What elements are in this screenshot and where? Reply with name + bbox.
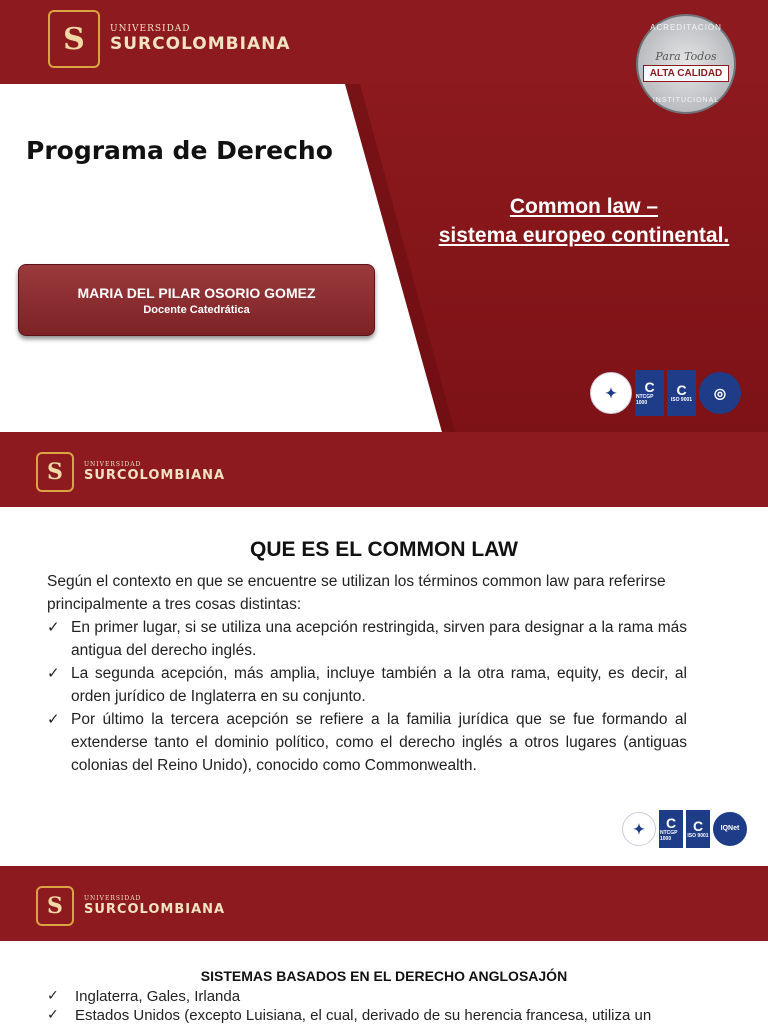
common-law-slide (0, 432, 768, 866)
slide-heading: QUE ES EL COMMON LAW (250, 538, 518, 561)
shield-icon: S (48, 10, 100, 68)
colombia-seal-icon: ✦ (590, 372, 632, 414)
icontec-ntcgp-icon: C NTCGP 1000 (659, 810, 683, 848)
subtitle-line-2: sistema europeo continental. (438, 224, 730, 247)
icontec-iso-icon: C ISO 9001 (686, 810, 710, 848)
list-item: ✓ Por último la tercera acepción se refiere a la familia jurídica que se fue formando al extenderse tanto el dominio político, como el derecho inglés a otros lugares (antiguas colonias del Reino Unido), conocido como Commonwealth. (47, 710, 687, 774)
logo-big-text: SURCOLOMBIANA (110, 34, 291, 54)
slide-banner (0, 432, 768, 507)
check-icon: ✓ (47, 710, 60, 728)
shield-icon: S (36, 886, 74, 926)
check-icon: ✓ (47, 664, 60, 682)
list-item: ✓ En primer lugar, si se utiliza una acepción restringida, sirven para designar a la rama más antigua del derecho inglés. (47, 618, 687, 659)
logo-small-text: UNIVERSIDAD (110, 24, 191, 34)
check-icon: ✓ (47, 1007, 59, 1023)
check-icon: ✓ (47, 618, 60, 636)
accreditation-seal-icon: ACREDITACIÓN Para Todos ALTA CALIDAD INSTITUCIONAL (636, 14, 736, 114)
iqnet-icon: ◎ (699, 372, 741, 414)
subtitle-line-1: Common law – (509, 195, 659, 218)
certification-logos (622, 810, 747, 848)
author-role: Docente Catedrática (143, 303, 250, 316)
colombia-seal-icon: ✦ (622, 812, 656, 846)
slide-banner (0, 866, 768, 941)
slide-subtitle (404, 192, 764, 250)
definition-list (47, 616, 687, 777)
program-title: Programa de Derecho (26, 136, 333, 165)
iqnet-icon: IQNet (713, 812, 747, 846)
university-logo (48, 10, 291, 68)
certification-logos (590, 370, 741, 416)
slide-heading: SISTEMAS BASADOS EN EL DERECHO ANGLOSAJÓN (200, 968, 568, 984)
university-logo: S UNIVERSIDAD SURCOLOMBIANA (36, 886, 225, 926)
author-box (18, 264, 375, 336)
list-item: ✓ Inglaterra, Gales, Irlanda (47, 988, 241, 1005)
systems-list (47, 987, 747, 1024)
icontec-ntcgp-icon: C NTCGP 1000 (635, 370, 664, 416)
check-icon: ✓ (47, 988, 59, 1004)
author-name: MARIA DEL PILAR OSORIO GOMEZ (77, 284, 316, 301)
list-item: ✓ Estados Unidos (excepto Luisiana, el cual, derivado de su herencia francesa, utiliza un (47, 1007, 652, 1024)
list-item: ✓ La segunda acepción, más amplia, incluye también a la otra rama, equity, es decir, al orden jurídico de Inglaterra en su conjunto. (47, 664, 687, 705)
shield-icon: S (36, 452, 74, 492)
anglosaxon-systems-slide (0, 866, 768, 1024)
intro-paragraph: Según el contexto en que se encuentre se utilizan los términos common law para referirse principalmente a tres cosas distintas: (47, 573, 666, 613)
icontec-iso-icon: C ISO 9001 (667, 370, 696, 416)
university-logo: S UNIVERSIDAD SURCOLOMBIANA (36, 452, 225, 492)
title-slide (0, 0, 768, 432)
